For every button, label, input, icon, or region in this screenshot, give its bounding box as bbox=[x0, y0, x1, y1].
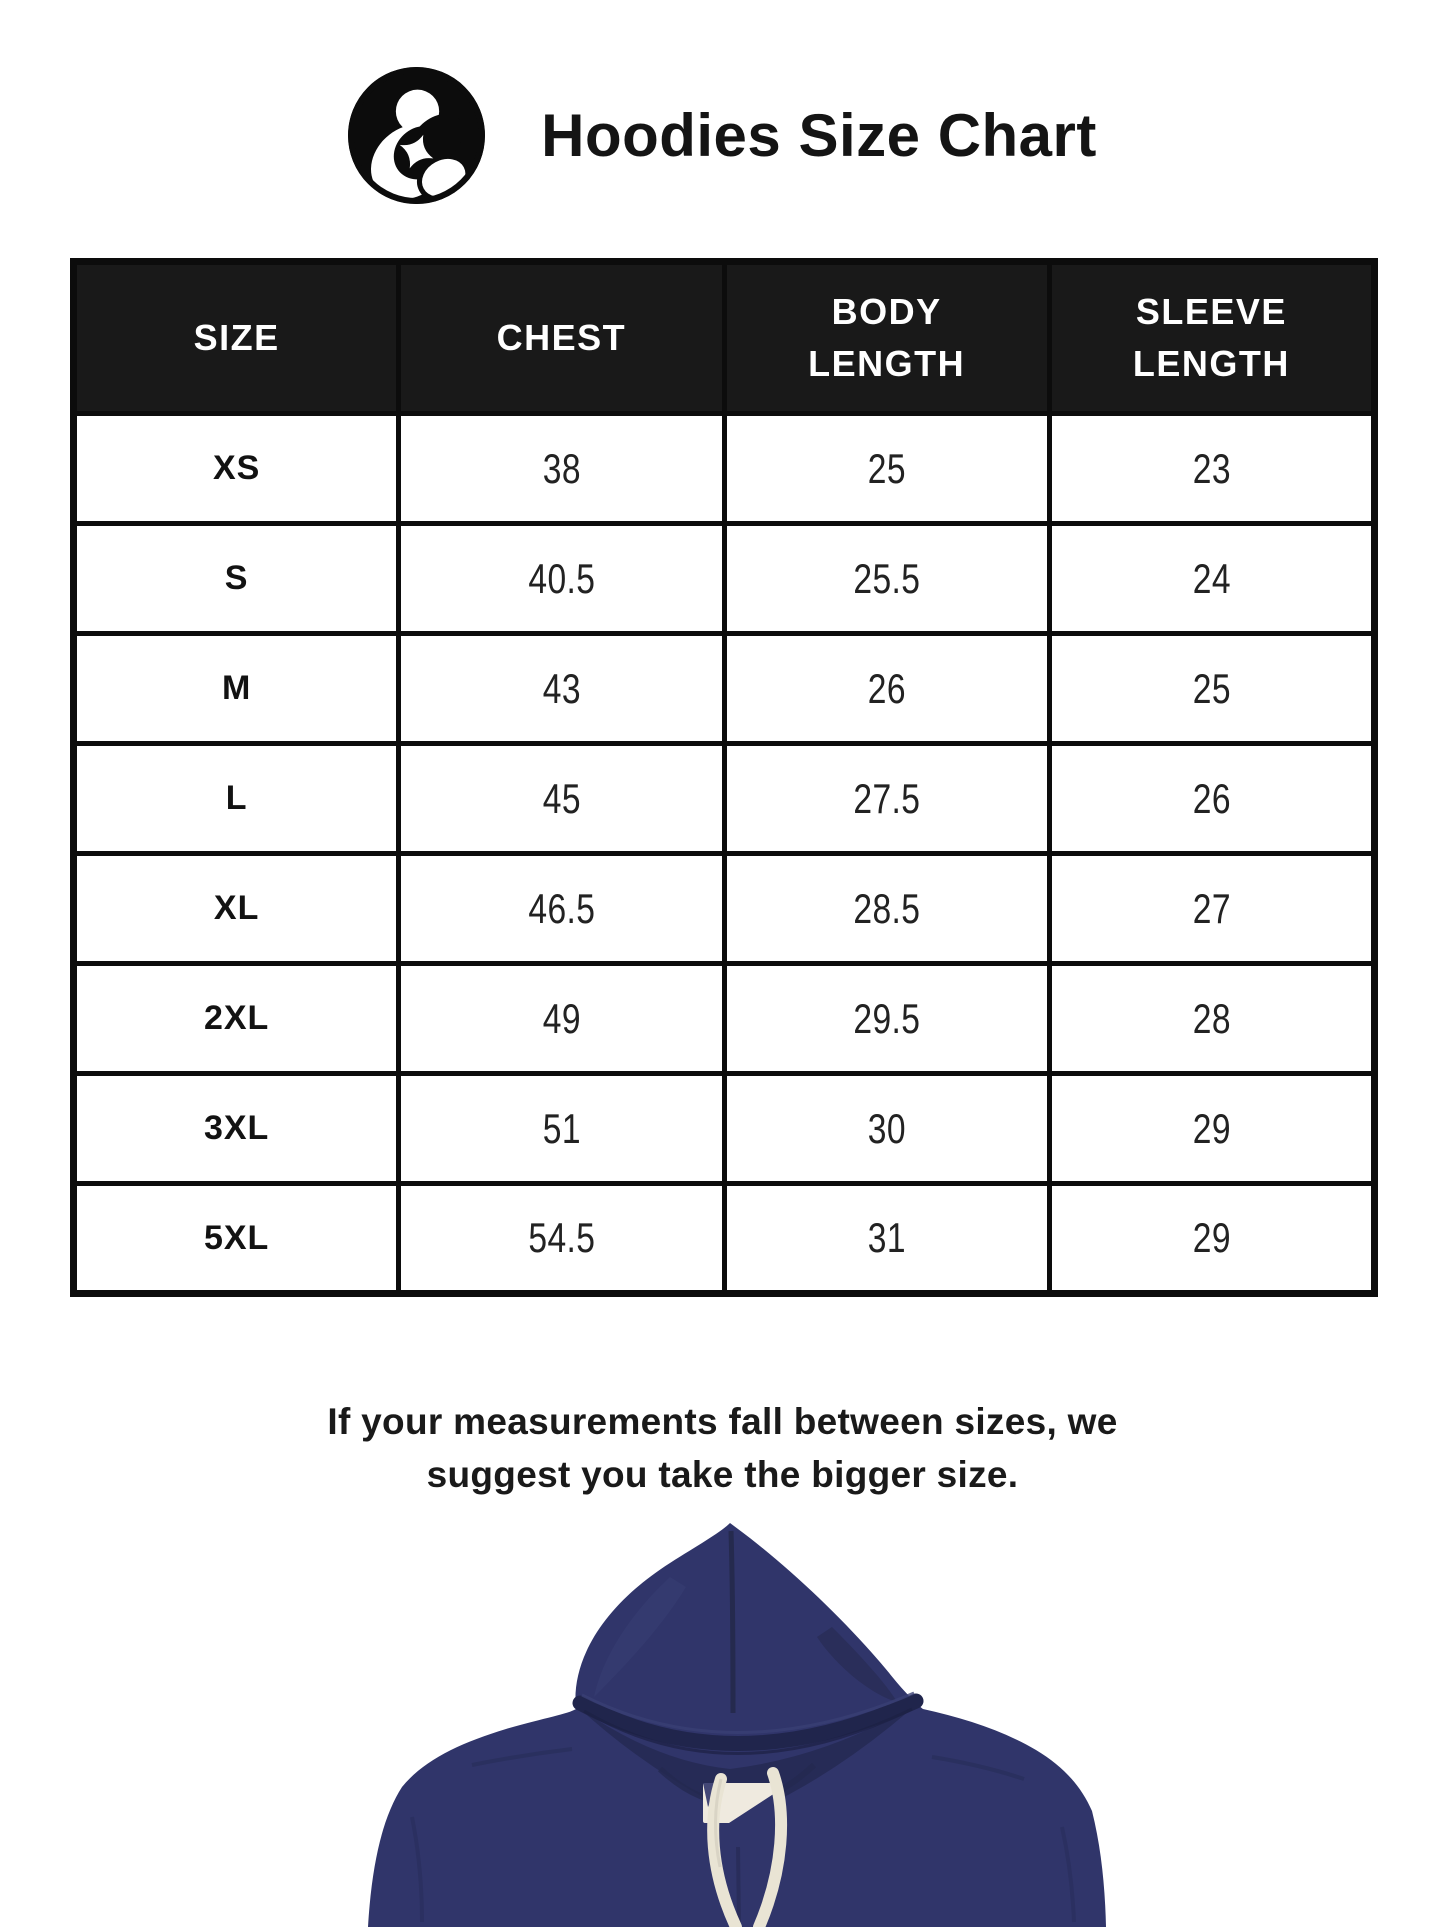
column-header-size: SIZE bbox=[74, 262, 399, 414]
chest-value: 54.5 bbox=[399, 1184, 724, 1294]
column-header-body-length: BODY LENGTH bbox=[724, 262, 1049, 414]
table-row-xs bbox=[74, 414, 1375, 524]
body-length-value: 25 bbox=[724, 414, 1049, 524]
size-note bbox=[0, 1396, 1445, 1501]
table-row-2xl bbox=[74, 964, 1375, 1074]
chest-value: 43 bbox=[399, 634, 724, 744]
body-length-value: 30 bbox=[724, 1074, 1049, 1184]
chest-value: 49 bbox=[399, 964, 724, 1074]
table-row-5xl bbox=[74, 1184, 1375, 1294]
chest-value: 40.5 bbox=[399, 524, 724, 634]
column-header-chest: CHEST bbox=[399, 262, 724, 414]
chest-value: 51 bbox=[399, 1074, 724, 1184]
column-header-sleeve-length: SLEEVE LENGTH bbox=[1049, 262, 1374, 414]
table-row-xl bbox=[74, 854, 1375, 964]
sleeve-length-value: 27 bbox=[1049, 854, 1374, 964]
hoodie-product-image bbox=[272, 1517, 1192, 1927]
body-length-value: 25.5 bbox=[724, 524, 1049, 634]
sleeve-length-value: 26 bbox=[1049, 744, 1374, 854]
size-chart-table bbox=[70, 258, 1378, 1297]
body-length-value: 26 bbox=[724, 634, 1049, 744]
brand-logo-icon bbox=[348, 67, 485, 204]
table-header-row bbox=[74, 262, 1375, 414]
size-label: XL bbox=[74, 854, 399, 964]
size-label: 2XL bbox=[74, 964, 399, 1074]
size-note-line2: suggest you take the bigger size. bbox=[426, 1453, 1019, 1495]
sleeve-length-value: 29 bbox=[1049, 1074, 1374, 1184]
size-note-line1: If your measurements fall between sizes, we bbox=[327, 1401, 1118, 1442]
body-length-value: 31 bbox=[724, 1184, 1049, 1294]
size-label: S bbox=[74, 524, 399, 634]
table-row-s bbox=[74, 524, 1375, 634]
sleeve-length-value: 25 bbox=[1049, 634, 1374, 744]
size-label: 5XL bbox=[74, 1184, 399, 1294]
body-length-value: 28.5 bbox=[724, 854, 1049, 964]
table-row-3xl bbox=[74, 1074, 1375, 1184]
size-label: XS bbox=[74, 414, 399, 524]
chest-value: 46.5 bbox=[399, 854, 724, 964]
table-row-l bbox=[74, 744, 1375, 854]
size-label: 3XL bbox=[74, 1074, 399, 1184]
size-label: M bbox=[74, 634, 399, 744]
table-row-m bbox=[74, 634, 1375, 744]
chest-value: 38 bbox=[399, 414, 724, 524]
sleeve-length-value: 29 bbox=[1049, 1184, 1374, 1294]
size-label: L bbox=[74, 744, 399, 854]
sleeve-length-value: 23 bbox=[1049, 414, 1374, 524]
brand-header bbox=[0, 64, 1445, 206]
page-title: Hoodies Size Chart bbox=[541, 101, 1097, 169]
sleeve-length-value: 24 bbox=[1049, 524, 1374, 634]
body-length-value: 27.5 bbox=[724, 744, 1049, 854]
body-length-value: 29.5 bbox=[724, 964, 1049, 1074]
sleeve-length-value: 28 bbox=[1049, 964, 1374, 1074]
chest-value: 45 bbox=[399, 744, 724, 854]
